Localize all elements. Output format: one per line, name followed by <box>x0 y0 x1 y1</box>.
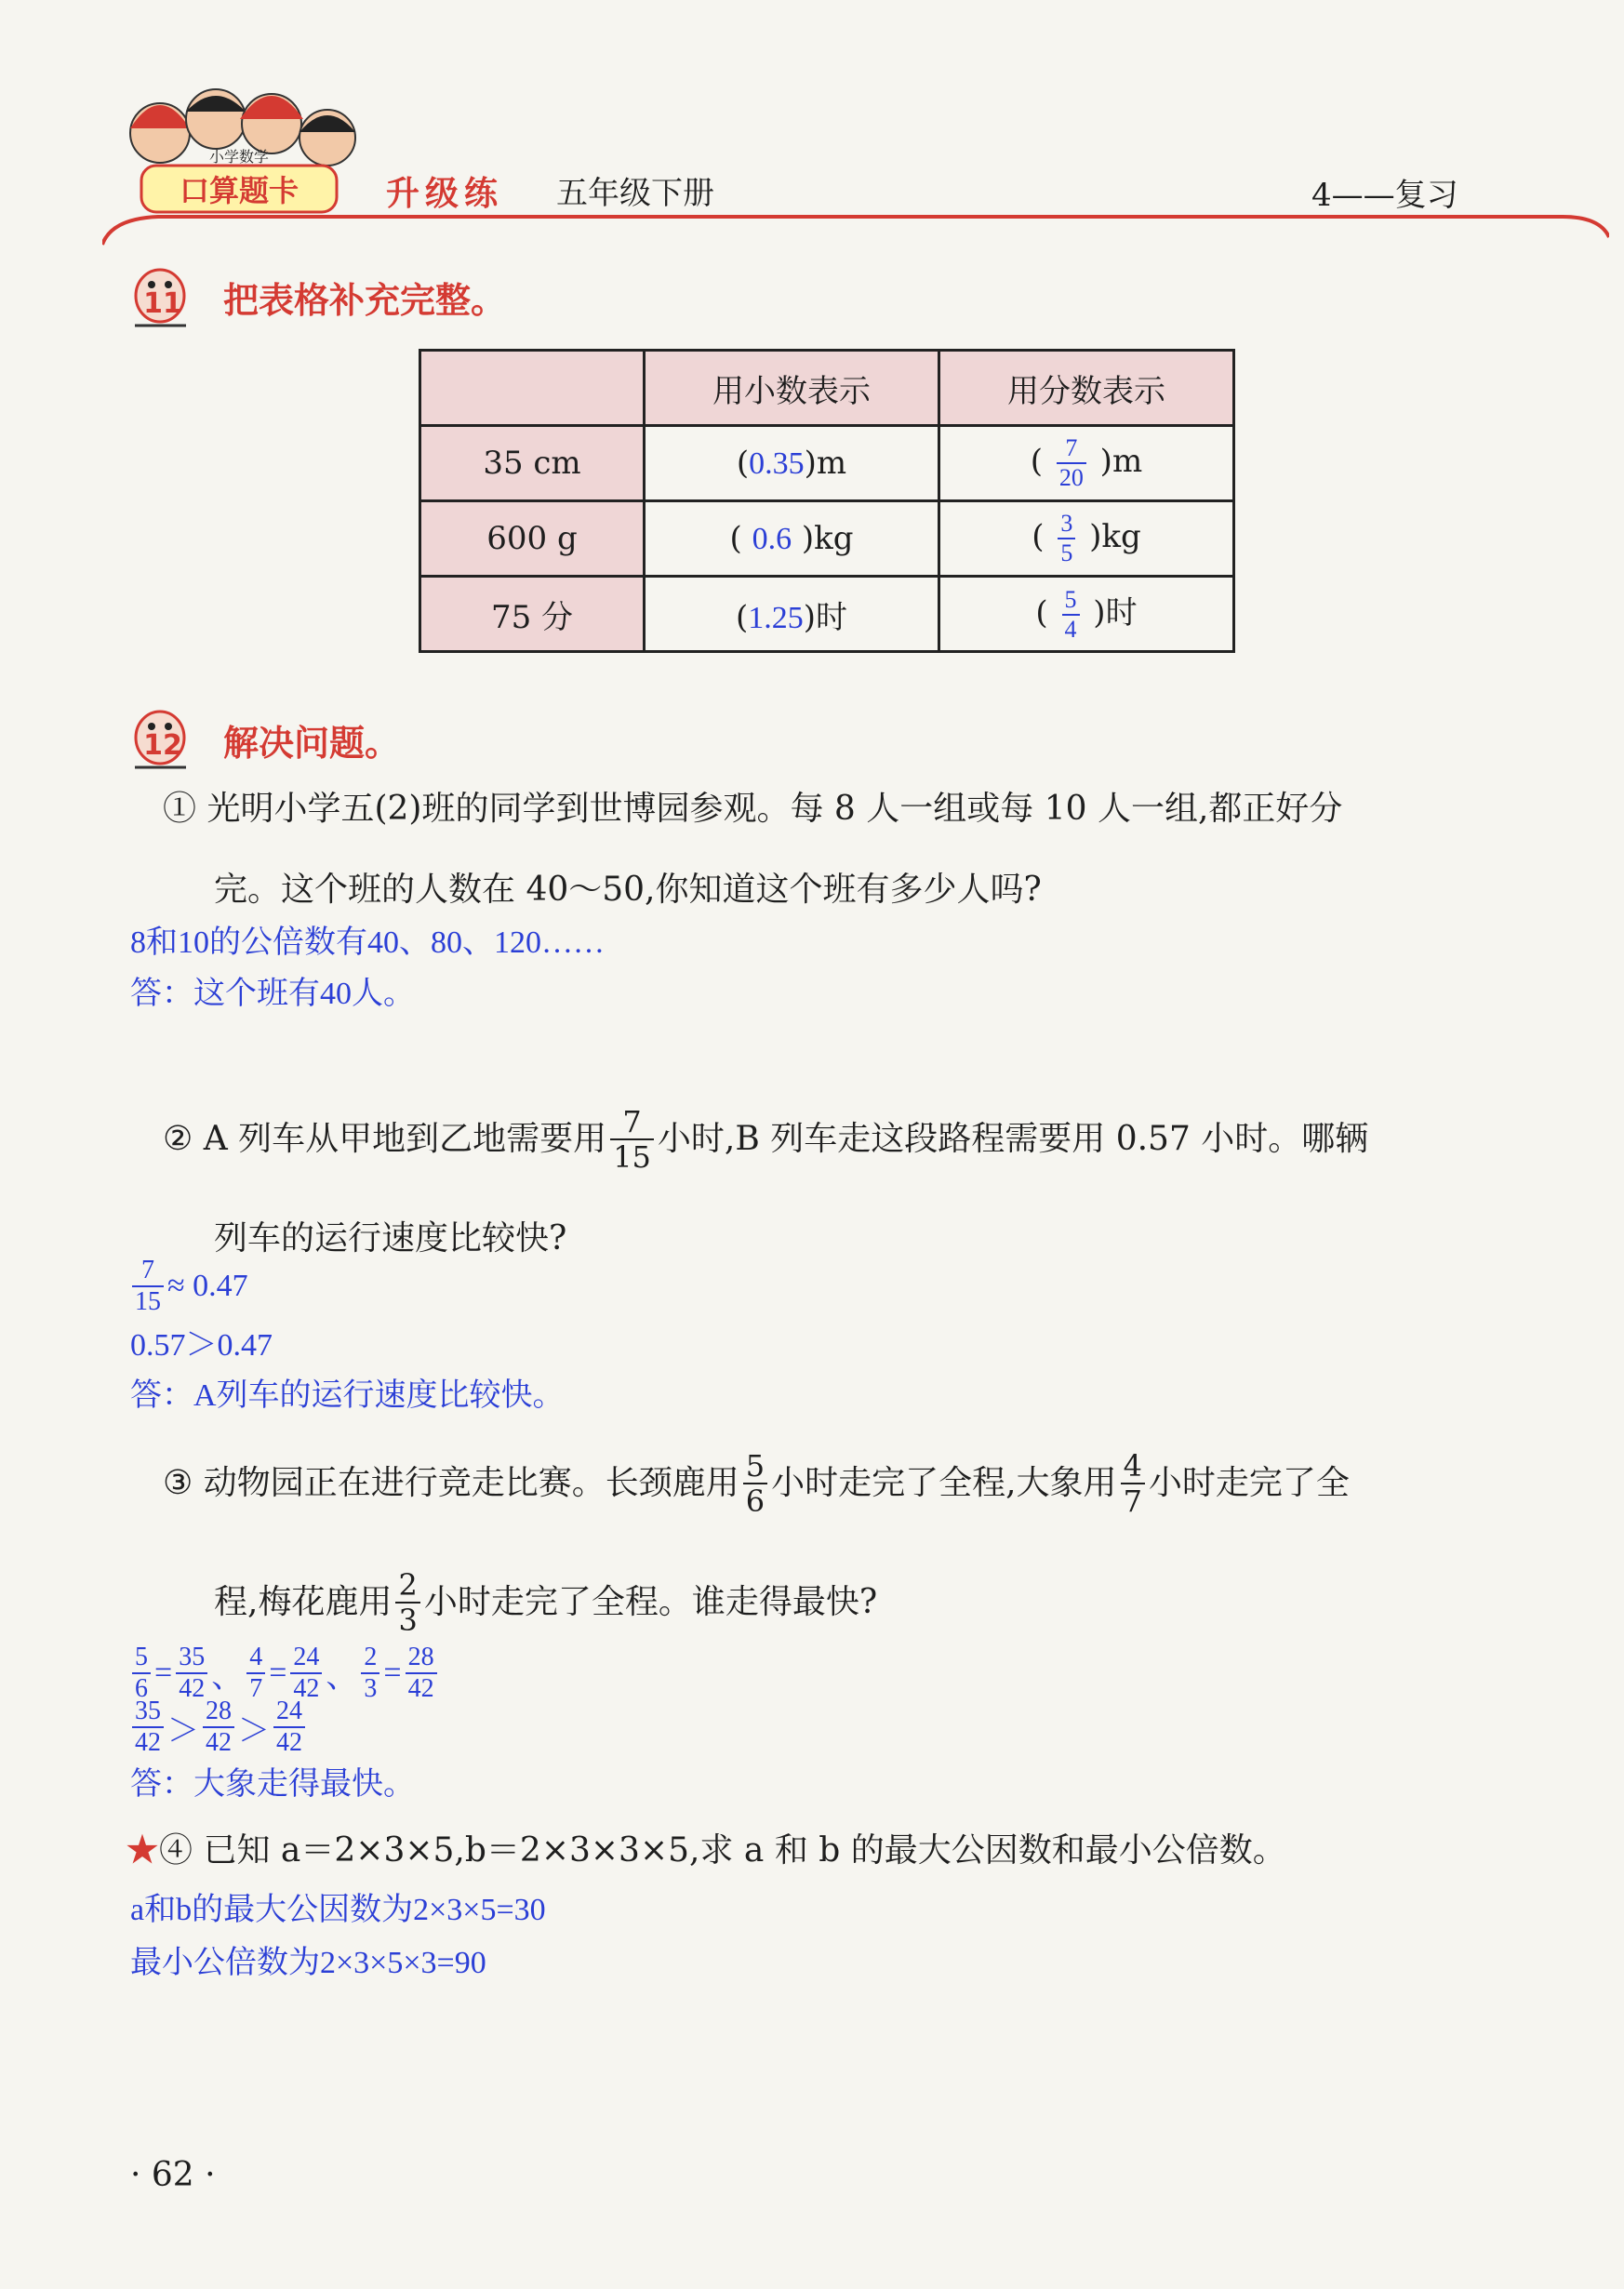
unit: kg <box>1101 518 1141 555</box>
q2-answer: 答：A列车的运行速度比较快。 <box>130 1378 565 1413</box>
numerator: 2 <box>364 1643 378 1671</box>
q3-work2 <box>128 1698 309 1756</box>
numerator: 35 <box>135 1697 161 1725</box>
operator: = <box>154 1656 173 1690</box>
svg-text:12: 12 <box>143 729 182 762</box>
section11-title: 把表格补充完整。 <box>223 280 507 321</box>
q1-text-1: 光明小学五(2)班的同学到世博园参观。每 8 人一组或每 10 人一组,都正好分 <box>206 790 1343 828</box>
denominator: 42 <box>132 1726 164 1756</box>
numerator: 28 <box>407 1643 434 1671</box>
q3-answer: 答：大象走得最快。 <box>130 1767 415 1802</box>
q2-work2: 0.57＞0.47 <box>130 1328 273 1363</box>
bird-section-icon <box>126 702 195 772</box>
unit: m <box>816 445 847 482</box>
conversion-table <box>419 349 1235 653</box>
q3-fraction-3: $\frac{2}{3}$ <box>395 1570 419 1635</box>
q2-line2: 列车的运行速度比较快? <box>214 1219 567 1258</box>
denominator: 42 <box>290 1672 322 1702</box>
row-label: 35 cm <box>420 426 645 501</box>
denominator: 7 <box>246 1672 265 1702</box>
q3-text-e: 小时走完了全程。谁走得最快? <box>423 1583 878 1622</box>
denominator: 42 <box>406 1672 437 1702</box>
q3-line2 <box>214 1567 878 1638</box>
operator: 、 <box>211 1659 244 1695</box>
unit: m <box>1112 443 1143 480</box>
table-row <box>420 501 1234 577</box>
denominator: 6 <box>132 1672 151 1702</box>
q4-marker: ④ <box>159 1831 193 1870</box>
unit: kg <box>814 520 854 557</box>
decimal-answer: 1.25 <box>748 600 804 635</box>
q4-work2: 最小公倍数为2×3×5×3=90 <box>130 1946 486 1980</box>
denominator: 42 <box>203 1726 234 1756</box>
svg-text:小学数学: 小学数学 <box>208 148 270 166</box>
fraction <box>132 1644 151 1702</box>
row-label: 600 g <box>420 501 645 577</box>
q1-work: 8和10的公倍数有40、80、120…… <box>130 925 605 960</box>
q3-text-d: 程,梅花鹿用 <box>214 1583 393 1622</box>
fraction-answer: $\frac{5}{4}$ <box>1062 588 1080 642</box>
fraction <box>132 1698 164 1756</box>
fraction-answer: $\frac{3}{5}$ <box>1058 512 1075 566</box>
q1-line1 <box>163 789 1342 829</box>
numerator: 5 <box>135 1643 148 1671</box>
section12-title: 解决问题。 <box>223 723 401 764</box>
row-label: 75 分 <box>420 577 645 652</box>
table-header-row <box>420 351 1234 426</box>
fraction <box>273 1698 305 1756</box>
bird-section-icon <box>126 260 195 330</box>
decimal-answer: 0.35 <box>749 446 805 481</box>
fraction <box>246 1644 265 1702</box>
q3-text-a: 动物园正在进行竞走比赛。长颈鹿用 <box>203 1464 739 1503</box>
q3-marker: ③ <box>163 1464 193 1503</box>
q2-work-approx: ≈ 0.47 <box>167 1269 248 1303</box>
q2-text-b: 小时,B 列车走这段路程需要用 0.57 小时。哪辆 <box>657 1120 1369 1159</box>
denominator: 3 <box>361 1672 379 1702</box>
logo-kids-illustration <box>104 54 383 221</box>
grade-label: 五年级下册 <box>556 175 714 212</box>
unit: 时 <box>816 598 848 636</box>
q1-line2: 完。这个班的人数在 40～50,你知道这个班有多少人吗? <box>214 871 1042 909</box>
table-header-cell: 用小数表示 <box>645 351 939 426</box>
fraction <box>203 1698 234 1756</box>
q4-work1: a和b的最大公因数为2×3×5=30 <box>130 1893 546 1927</box>
fraction <box>176 1644 207 1702</box>
fraction-cell: ( $\frac{5}{4}$ )时 <box>939 577 1234 652</box>
q3-work1 <box>128 1644 441 1702</box>
q3-text-c: 小时走完了全 <box>1148 1464 1350 1503</box>
operator: 、 <box>326 1659 358 1695</box>
q2-text-a: A 列车从甲地到乙地需要用 <box>203 1120 607 1159</box>
q1-answer: 答：这个班有40人。 <box>130 977 415 1011</box>
decimal-cell: (0.35)m <box>645 426 939 501</box>
svg-text:11: 11 <box>143 287 182 320</box>
operator: ＞ <box>238 1713 270 1749</box>
q2-marker: ② <box>163 1120 193 1159</box>
operator: = <box>269 1656 287 1690</box>
q2-fraction: $\frac{7}{15}$ <box>610 1107 654 1172</box>
q3-fraction-2: $\frac{4}{7}$ <box>1121 1451 1145 1516</box>
numerator: 24 <box>293 1643 320 1671</box>
table-header-cell <box>420 351 645 426</box>
unit: 时 <box>1105 593 1138 632</box>
fraction-cell: ( $\frac{3}{5}$ )kg <box>939 501 1234 577</box>
q2-line1 <box>163 1104 1369 1175</box>
fraction <box>406 1644 437 1702</box>
numerator: 35 <box>179 1643 206 1671</box>
page-number: · 62 · <box>130 2156 216 2194</box>
fraction <box>290 1644 322 1702</box>
table-row <box>420 426 1234 501</box>
q4-line <box>126 1830 1286 1870</box>
decimal-answer: 0.6 <box>752 522 792 556</box>
denominator: 42 <box>176 1672 207 1702</box>
svg-text:口算题卡: 口算题卡 <box>179 173 300 208</box>
fraction-answer: $\frac{7}{20}$ <box>1057 436 1086 490</box>
chapter-label: 4——复习 <box>1311 177 1458 214</box>
operator: = <box>383 1656 402 1690</box>
numerator: 28 <box>206 1697 232 1725</box>
decimal-cell: (1.25)时 <box>645 577 939 652</box>
star-icon: ★ <box>126 1831 160 1870</box>
numerator: 4 <box>249 1643 263 1671</box>
q2-work-fraction: $\frac{7}{15}$ <box>132 1258 164 1315</box>
fraction <box>361 1644 379 1702</box>
denominator: 42 <box>273 1726 305 1756</box>
q3-text-b: 小时走完了全程,大象用 <box>771 1464 1117 1503</box>
series-label: 升级练 <box>386 175 504 213</box>
q4-text: 已知 a＝2×3×5,b＝2×3×3×5,求 a 和 b 的最大公因数和最小公倍数。 <box>203 1831 1286 1870</box>
operator: ＞ <box>167 1713 199 1749</box>
table-header-cell: 用分数表示 <box>939 351 1234 426</box>
decimal-cell: ( 0.6 )kg <box>645 501 939 577</box>
fraction-cell: ( $\frac{7}{20}$ )m <box>939 426 1234 501</box>
q2-work1 <box>128 1258 248 1315</box>
q3-line1 <box>163 1448 1350 1519</box>
table-row <box>420 577 1234 652</box>
numerator: 24 <box>276 1697 302 1725</box>
q3-fraction-1: $\frac{5}{6}$ <box>743 1451 767 1516</box>
q1-marker: ① <box>163 790 197 828</box>
